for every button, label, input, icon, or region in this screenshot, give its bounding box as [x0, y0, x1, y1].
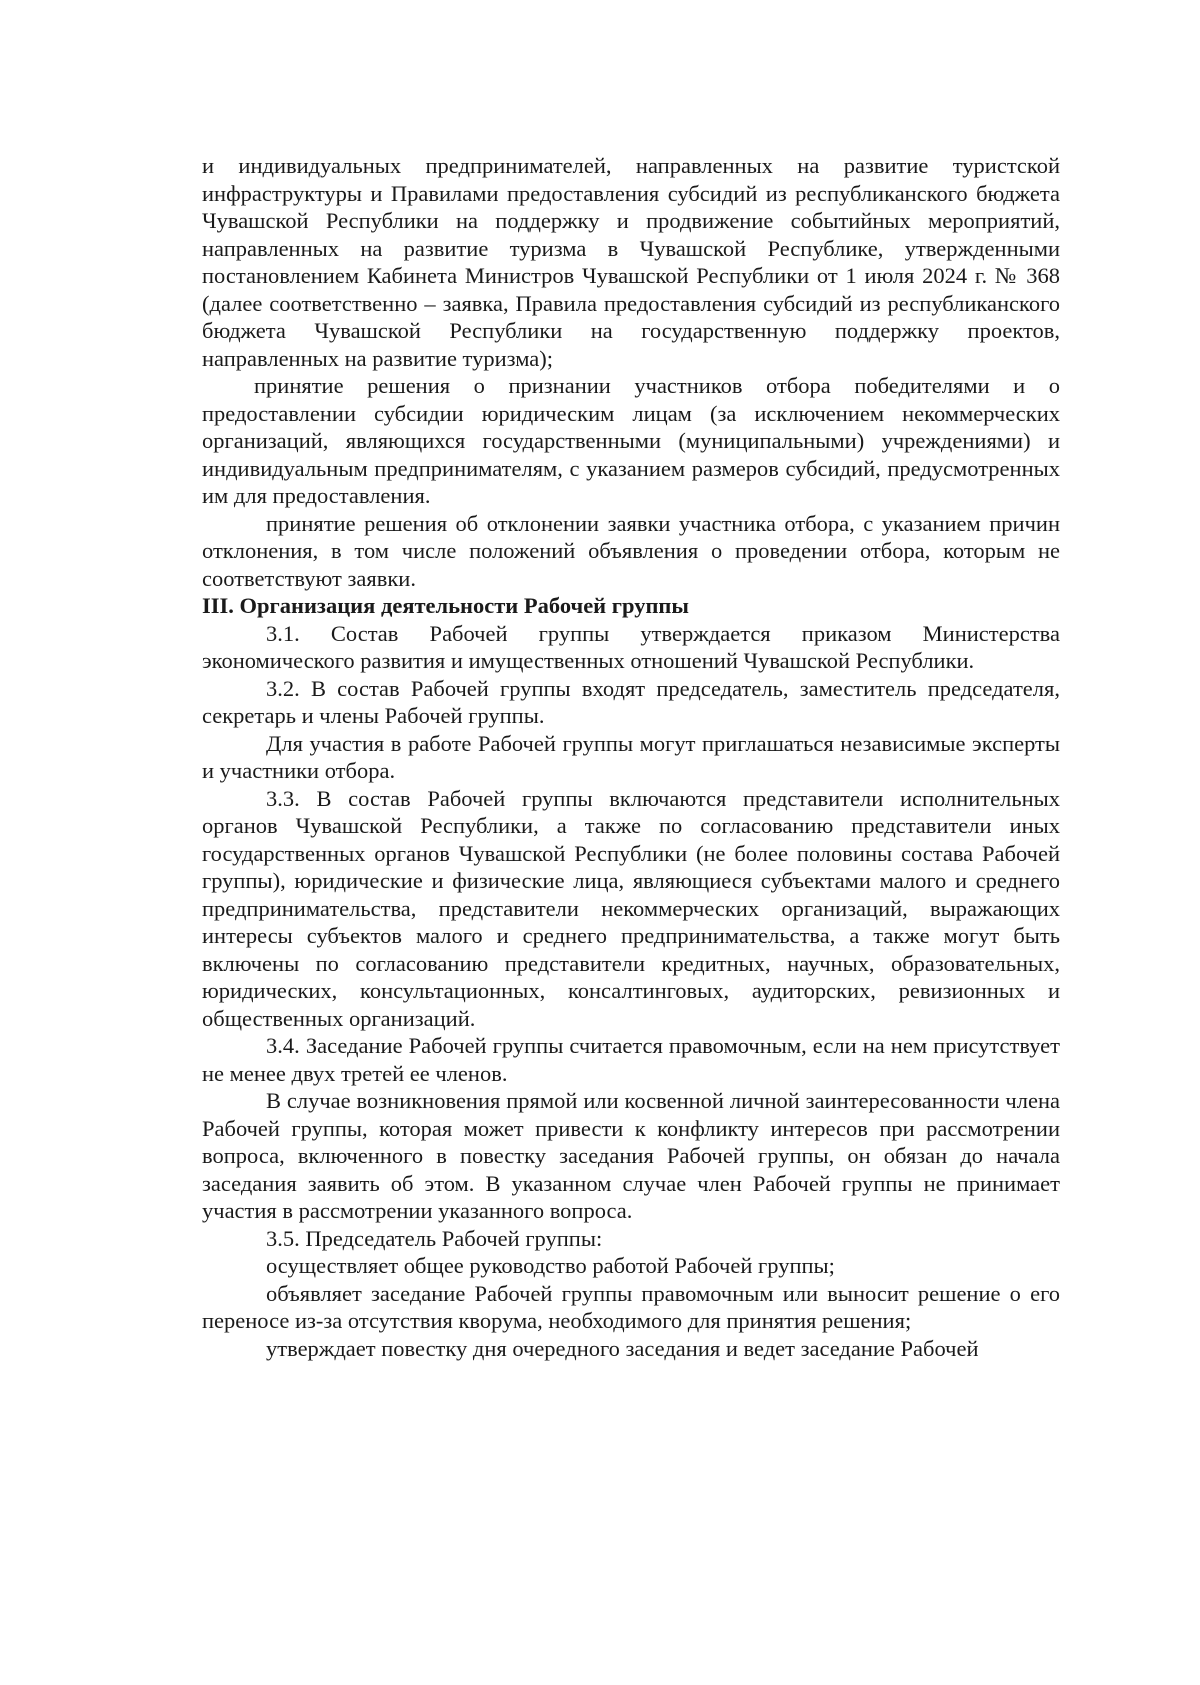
document-body	[202, 152, 1060, 1362]
paragraph-agenda: утверждает повестку дня очередного заседания и ведет заседание Рабочей	[266, 1335, 979, 1361]
paragraph-general-management: осуществляет общее руководство работой Рабочей группы;	[266, 1253, 835, 1278]
paragraph-3-5: 3.5. Председатель Рабочей группы:	[266, 1225, 603, 1251]
paragraph-continuation: и индивидуальных предпринимателей, направленных на развитие туристской инфраструктуры и Правилами предоставления субсидий из республиканского бюджета Чувашской Республики на поддержку и продвижение событийных мероприятий, направленных на развитие туризма в Чувашской Республике, утвержденными постановлением Кабинета Министров Чувашской Республики от 1 июля 2024 г. № 368 (далее соответственно – заявка, Правила предоставления субсидий из республиканского бюджета Чувашской Республики на государственную поддержку проектов, направленных на развитие туризма);	[202, 153, 1060, 371]
paragraph-experts: Для участия в работе Рабочей группы могут приглашаться независимые эксперты и участники отбора.	[202, 730, 1060, 783]
paragraph-rejection-decision: принятие решения об отклонении заявки участника отбора, с указанием причин отклонения, в том числе положений объявления о проведении отбора, которым не соответствуют заявки.	[202, 510, 1060, 591]
paragraph-conflict-of-interest: В случае возникновения прямой или косвенной личной заинтересованности члена Рабочей группы, которая может привести к конфликту интересов при рассмотрении вопроса, включенного в повестку заседания Рабочей группы, он обязан до начала заседания заявить об этом. В указанном случае член Рабочей группы не принимает участия в рассмотрении указанного вопроса.	[202, 1088, 1060, 1223]
paragraph-quorum: объявляет заседание Рабочей группы правомочным или выносит решение о его переносе из-за отсутствия кворума, необходимого для принятия решения;	[202, 1280, 1060, 1333]
paragraph-3-2: 3.2. В состав Рабочей группы входят председатель, заместитель председателя, секретарь и члены Рабочей группы.	[202, 675, 1060, 728]
section-heading: III. Организация деятельности Рабочей группы	[202, 593, 689, 618]
paragraph-3-3: 3.3. В состав Рабочей группы включаются представители исполнительных органов Чувашской Республики, а также по согласованию представители иных государственных органов Чувашской Республики (не более половины состава Рабочей группы), юридические и физические лица, являющиеся субъектами малого и среднего предпринимательства, представители некоммерческих организаций, выражающих интересы субъектов малого и среднего предпринимательства, а также могут быть включены по согласованию представители кредитных, научных, образовательных, юридических, консультационных, консалтинговых, аудиторских, ревизионных и общественных организаций.	[202, 785, 1060, 1031]
paragraph-3-1: 3.1. Состав Рабочей группы утверждается приказом Министерства экономического развития и имущественных отношений Чувашской Республики.	[202, 620, 1060, 673]
paragraph-3-4: 3.4. Заседание Рабочей группы считается правомочным, если на нем присутствует не менее двух третей ее членов.	[202, 1033, 1060, 1086]
paragraph-winners-decision: принятие решения о признании участников отбора победителями и о предоставлении субсидии юридическим лицам (за исключением некоммерческих организаций, являющихся государственными (муниципальными) учреждениями) и индивидуальным предпринимателям, с указанием размеров субсидий, предусмотренных им для предоставления.	[202, 373, 1060, 508]
